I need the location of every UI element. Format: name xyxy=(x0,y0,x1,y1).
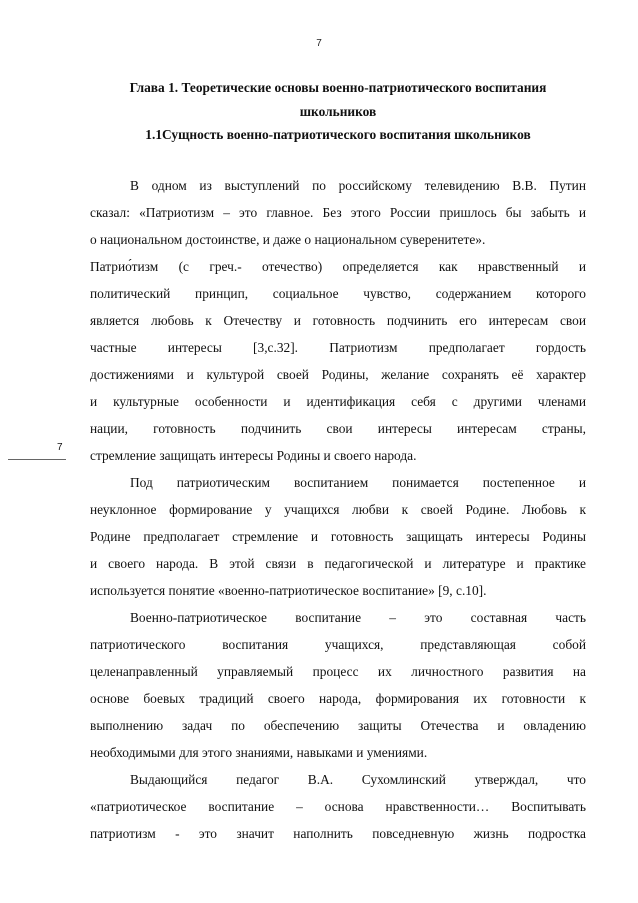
text-line: целенаправленный управляемый процесс их личностного развития на xyxy=(90,664,586,679)
text-line: основе боевых традиций своего народа, формирования их готовности к xyxy=(90,691,586,706)
section-title: 1.1Сущность военно-патриотического воспитания школьников xyxy=(145,127,531,142)
text-line: В одном из выступлений по российскому телевидению В.В. Путин xyxy=(130,178,586,193)
text-line: Под патриотическим воспитанием понимается постепенное и xyxy=(130,475,586,490)
page-number: 7 xyxy=(316,38,322,49)
text-line: и своего народа. В этой связи в педагогической и литературе и практике xyxy=(90,556,586,571)
text-line: о национальном достоинстве, и даже о национальном суверенитете». xyxy=(90,232,486,247)
text-line: используется понятие «военно-патриотическое воспитание» [9, с.10]. xyxy=(90,583,487,598)
text-line: сказал: «Патриотизм – это главное. Без этого России пришлось бы забыть и xyxy=(90,205,586,220)
text-line: необходимыми для этого знаниями, навыками и умениями. xyxy=(90,745,428,760)
body-text xyxy=(90,172,586,847)
text-line: является любовь к Отечеству и готовность подчинить его интересам свои xyxy=(90,313,586,328)
text-line: неуклонное формирование у учащихся любви к своей Родине. Любовь к xyxy=(90,502,586,517)
chapter-title: Глава 1. Теоретические основы военно-патриотического воспитания школьников xyxy=(129,80,547,119)
margin-page-number: 7 xyxy=(57,442,63,453)
text-line: стремление защищать интересы Родины и своего народа. xyxy=(90,448,417,463)
text-line: частные интересы [3,с.32]. Патриотизм предполагает гордость xyxy=(90,340,586,355)
text-line: политический принцип, социальное чувство, содержанием которого xyxy=(90,286,586,301)
text-line: нации, готовность подчинить свои интересы интересам страны, xyxy=(90,421,586,436)
margin-rule xyxy=(8,459,66,460)
text-line: Родине предполагает стремление и готовность защищать интересы Родины xyxy=(90,529,586,544)
text-line: достижениями и культурой своей Родины, желание сохранять её характер xyxy=(90,367,586,382)
text-line: Патрио́тизм (с греч.- отечество) определяется как нравственный и xyxy=(90,259,586,274)
text-line: и культурные особенности и идентификация себя с другими членами xyxy=(90,394,586,409)
text-line: Выдающийся педагог В.А. Сухомлинский утверждал, что xyxy=(130,772,586,787)
text-line: Военно-патриотическое воспитание – это составная часть xyxy=(130,610,586,625)
text-line: «патриотическое воспитание – основа нравственности… Воспитывать xyxy=(90,799,586,814)
text-line: патриотизм - это значит наполнить повседневную жизнь подростка xyxy=(90,826,586,841)
text-line: патриотического воспитания учащихся, представляющая собой xyxy=(90,637,586,652)
text-line: выполнению задач по обеспечению защиты Отечества и овладению xyxy=(90,718,586,733)
